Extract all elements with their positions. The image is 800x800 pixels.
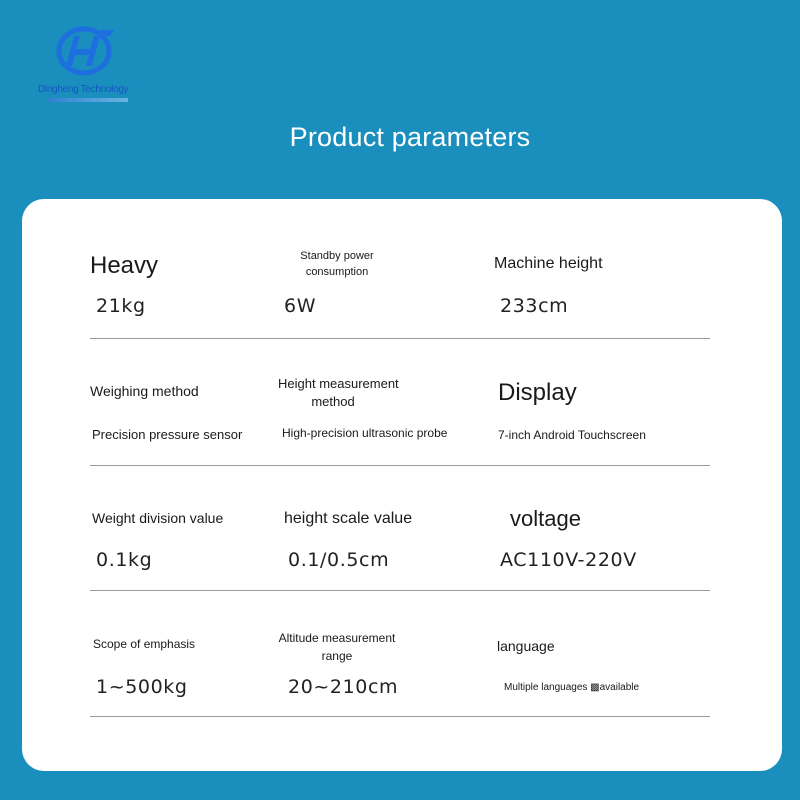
param-value-voltage: AC110V-220V <box>500 549 637 571</box>
logo-company-name: Dingheng Technology <box>38 84 129 95</box>
logo-icon <box>54 22 120 80</box>
param-value-weighing-method: Precision pressure sensor <box>92 427 243 442</box>
param-value-height-method: High-precision ultrasonic probe <box>282 426 448 440</box>
param-value-height-scale: 0.1/0.5cm <box>288 549 390 571</box>
param-label-scope-of-emphasis: Scope of emphasis <box>93 637 196 651</box>
row-divider <box>90 465 710 466</box>
logo-reflection <box>48 98 128 102</box>
page-title: Product parameters <box>289 122 531 152</box>
param-value-language: Multiple languages ▩available <box>504 682 640 693</box>
param-label-display: Display <box>498 379 577 406</box>
param-value-altitude-range: 20~210cm <box>288 676 399 698</box>
param-label-standby-power: Standby power consumption <box>300 250 374 278</box>
param-label-weighing-method: Weighing method <box>90 383 199 399</box>
param-label-heavy: Heavy <box>90 252 159 279</box>
param-label-altitude-range: Altitude measurement range <box>278 631 396 663</box>
company-logo <box>38 22 138 112</box>
param-label-machine-height: Machine height <box>494 255 603 272</box>
row-divider <box>90 590 710 591</box>
param-value-standby-power: 6W <box>284 295 317 317</box>
row-divider <box>90 338 710 339</box>
param-label-height-method: Height measurement method <box>278 376 399 409</box>
param-label-height-scale: height scale value <box>284 510 413 527</box>
param-value-weight-division: 0.1kg <box>96 549 153 571</box>
param-label-language: language <box>497 638 555 654</box>
param-value-machine-height: 233cm <box>500 295 569 317</box>
param-label-voltage: voltage <box>510 506 581 531</box>
param-value-heavy: 21kg <box>96 295 146 317</box>
param-value-scope-of-emphasis: 1~500kg <box>96 676 188 698</box>
param-label-weight-division: Weight division value <box>92 510 224 526</box>
param-value-display: 7-inch Android Touchscreen <box>498 428 646 442</box>
row-divider <box>90 716 710 717</box>
